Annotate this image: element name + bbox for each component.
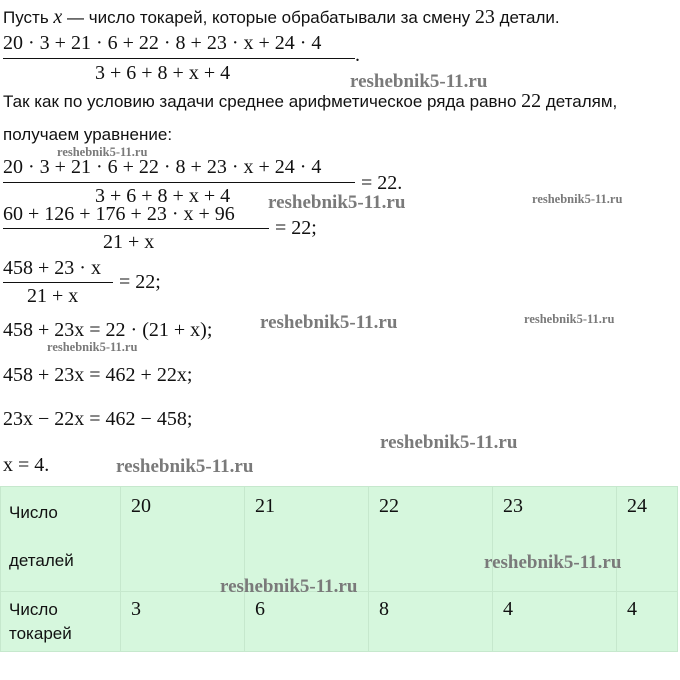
fraction-bar bbox=[3, 282, 113, 283]
intro-number: 23 bbox=[474, 6, 495, 28]
watermark: reshebnik5-11.ru bbox=[350, 71, 488, 92]
intro-variable: x bbox=[53, 6, 63, 28]
equation-5: 458 + 23x = 462 + 22x; bbox=[3, 364, 193, 386]
row-label-line: Число bbox=[9, 503, 58, 522]
watermark: reshebnik5-11.ru bbox=[268, 192, 406, 213]
equation-6: 23x − 22x = 462 − 458; bbox=[3, 408, 193, 430]
condition-text-a: Так как по условию задачи среднее арифметическое ряда равно bbox=[3, 92, 522, 111]
condition-line-2: получаем уравнение: bbox=[3, 125, 173, 144]
table-cell bbox=[493, 592, 617, 652]
equation-1-rhs: = 22. bbox=[361, 172, 403, 194]
intro-text bbox=[3, 6, 560, 29]
cell-value: 6 bbox=[255, 598, 265, 620]
cell-value: 23 bbox=[503, 495, 523, 517]
equation-4: 458 + 23x = 22 · (21 + x); bbox=[3, 319, 213, 341]
condition-text-b: деталям, bbox=[541, 92, 618, 111]
row-label-line: Число bbox=[9, 600, 58, 619]
mean-fraction-numerator: 20 · 3 + 21 · 6 + 22 · 8 + 23 · x + 24 · 4 bbox=[3, 32, 322, 54]
cell-value: 21 bbox=[255, 495, 275, 517]
mean-fraction-period: . bbox=[355, 44, 360, 66]
table-cell bbox=[121, 592, 245, 652]
watermark: reshebnik5-11.ru bbox=[220, 576, 358, 597]
equation-3-numerator: 458 + 23 · x bbox=[3, 257, 101, 279]
equation-3-denominator: 21 + x bbox=[27, 285, 79, 307]
watermark: reshebnik5-11.ru bbox=[57, 145, 148, 159]
table-cell bbox=[617, 487, 678, 592]
table-cell bbox=[245, 592, 369, 652]
table-cell bbox=[369, 592, 493, 652]
row-label-line: токарей bbox=[9, 624, 72, 643]
table-row bbox=[1, 592, 678, 652]
watermark: reshebnik5-11.ru bbox=[380, 432, 518, 453]
table-cell bbox=[369, 487, 493, 592]
table-cell bbox=[617, 592, 678, 652]
cell-value: 4 bbox=[627, 598, 637, 620]
cell-value: 4 bbox=[503, 598, 513, 620]
cell-value: 3 bbox=[131, 598, 141, 620]
fraction-bar bbox=[3, 182, 355, 183]
intro-middle: — число токарей, которые обрабатывали за смену bbox=[62, 8, 475, 27]
equation-7: x = 4. bbox=[3, 454, 50, 476]
equation-3-rhs: = 22; bbox=[119, 271, 161, 293]
table-cell bbox=[493, 487, 617, 592]
condition-line-1 bbox=[3, 90, 617, 113]
watermark: reshebnik5-11.ru bbox=[116, 456, 254, 477]
cell-value: 22 bbox=[379, 495, 399, 517]
equation-1-denominator: 3 + 6 + 8 + x + 4 bbox=[95, 185, 231, 207]
intro-suffix: детали. bbox=[494, 8, 560, 27]
cell-value: 24 bbox=[627, 495, 647, 517]
intro-prefix: Пусть bbox=[3, 8, 54, 27]
row-label-details bbox=[1, 487, 121, 592]
watermark: reshebnik5-11.ru bbox=[260, 312, 398, 333]
watermark: reshebnik5-11.ru bbox=[532, 192, 623, 206]
equation-1-numerator: 20 · 3 + 21 · 6 + 22 · 8 + 23 · x + 24 · 4 bbox=[3, 156, 322, 178]
equation-2-numerator: 60 + 126 + 176 + 23 · x + 96 bbox=[3, 203, 235, 225]
row-label-turners bbox=[1, 592, 121, 652]
row-label-line: деталей bbox=[9, 551, 74, 570]
fraction-bar bbox=[3, 228, 269, 229]
watermark: reshebnik5-11.ru bbox=[524, 312, 615, 326]
equation-2-denominator: 21 + x bbox=[103, 231, 155, 253]
cell-value: 20 bbox=[131, 495, 151, 517]
fraction-bar bbox=[3, 58, 355, 59]
watermark: reshebnik5-11.ru bbox=[47, 340, 138, 354]
equation-2-rhs: = 22; bbox=[275, 217, 317, 239]
mean-fraction-denominator: 3 + 6 + 8 + x + 4 bbox=[95, 62, 231, 84]
condition-number: 22 bbox=[521, 90, 542, 112]
cell-value: 8 bbox=[379, 598, 389, 620]
watermark: reshebnik5-11.ru bbox=[484, 552, 622, 573]
